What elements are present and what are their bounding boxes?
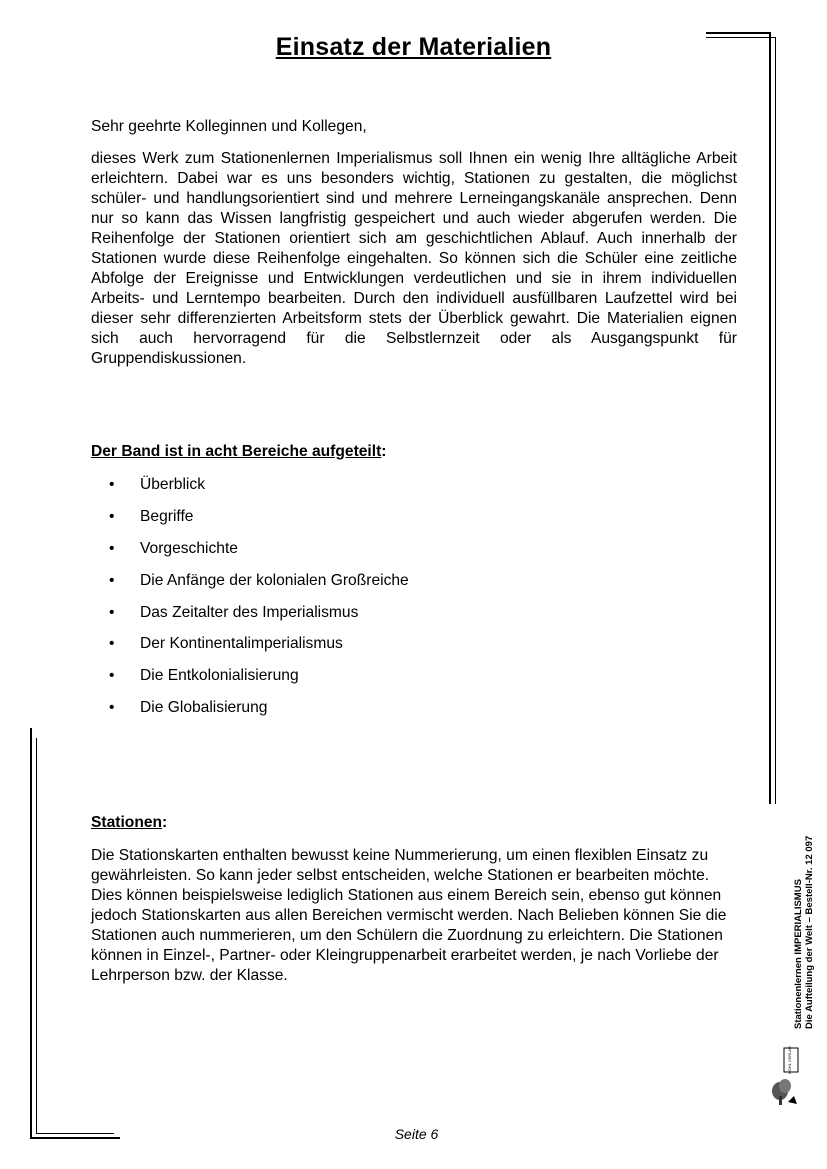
- sections-heading: [91, 443, 387, 461]
- sections-heading-colon: :: [381, 443, 387, 460]
- bullet: •: [109, 635, 115, 653]
- publisher-logo: [770, 1036, 800, 1106]
- list-item: [91, 474, 409, 506]
- page-number: Seite 6: [394, 1126, 439, 1142]
- list-item: [91, 506, 409, 538]
- greeting: Sehr geehrte Kolleginnen und Kollegen,: [91, 118, 367, 135]
- list-item: [91, 697, 409, 729]
- list-item: [91, 633, 409, 665]
- logo-figure: [788, 1096, 797, 1104]
- list-item-label: Die Globalisierung: [140, 699, 268, 717]
- list-item: [91, 538, 409, 570]
- bullet: •: [109, 603, 115, 621]
- bullet: •: [109, 571, 115, 589]
- list-item: [91, 570, 409, 602]
- bullet: •: [109, 476, 115, 493]
- bullet: •: [109, 507, 115, 525]
- list-item-label: Die Anfänge der kolonialen Großreiche: [140, 571, 409, 589]
- list-item-label: Überblick: [140, 476, 205, 493]
- intro-paragraph: dieses Werk zum Stationenlernen Imperialismus soll Ihnen ein wenig Ihre alltägliche Arbeit erleichtern. Dabei war es uns besonders wichtig, Stationen zu gestalten, die möglichst schüler- und handlungsorientiert sind und mehrere Lerneingangskanäle ansprechen. Denn nur so kann das Wissen langfristig gespeichert und auch wieder abgerufen werden. Die Reihenfolge der Stationen orientiert sich am geschichtlichen Ablauf. Auch innerhalb der Stationen wurde diese Reihenfolge eingehalten. So können sich die Schüler eine zeitliche Abfolge der Ereignisse und Entwicklungen verdeutlichen und sie in ihrem individuellen Arbeits- und Lerntempo bearbeiten. Durch den individuell ausfüllbaren Laufzettel wird bei dieser sehr differenzierten Arbeitsform stets der Überblick gewahrt. Die Materialien eignen sich auch hervorragend für die Selbstlernzeit oder als Ausgangspunkt für Gruppendiskussionen.: [91, 150, 737, 367]
- list-item-label: Vorgeschichte: [140, 539, 238, 557]
- logo-text: KOHL VERLAG: [787, 1045, 792, 1075]
- list-item-label: Die Entkolonialisierung: [140, 667, 299, 685]
- frame-right-line-1: [769, 32, 771, 804]
- side-imprint: [793, 836, 815, 1029]
- page-title: Einsatz der Materialien: [275, 33, 552, 61]
- bullet: •: [109, 699, 115, 717]
- bullet: •: [109, 539, 115, 557]
- list-item-label: Begriffe: [140, 507, 194, 525]
- stations-heading: [91, 814, 167, 832]
- logo-tree-crown-2: [779, 1079, 791, 1093]
- stations-heading-colon: :: [162, 814, 168, 831]
- stations-heading-text: Stationen: [91, 814, 163, 831]
- sections-heading-text: Der Band ist in acht Bereiche aufgeteilt: [91, 443, 382, 460]
- frame-left-line-1: [30, 728, 32, 1139]
- frame-right-line-2: [775, 37, 776, 804]
- logo-tree-trunk: [779, 1096, 782, 1105]
- side-imprint-line-1: Stationenlernen IMPERIALISMUS: [793, 879, 804, 1029]
- list-item-label: Der Kontinentalimperialismus: [140, 635, 343, 653]
- list-item-label: Das Zeitalter des Imperialismus: [140, 603, 359, 621]
- sections-list: [91, 474, 409, 729]
- stations-paragraph: Die Stationskarten enthalten bewusst keine Nummerierung, um einen flexiblen Einsatz zu gewährleisten. So kann jeder selbst entscheiden, welche Stationen er bearbeiten möchte. Dies können beispielsweise lediglich Stationen aus einem Bereich sein, ebenso gut können jedoch Stationskarten aus allen Bereichen vermischt werden. Nach Belieben können Sie die Stationen auch nummerieren, um den Schülern die Zuordnung zu erleichtern. Die Stationen können in Einzel-, Partner- oder Kleingruppenarbeit erarbeitet werden, je nach Vorliebe der Lehrperson bzw. der Klasse.: [91, 847, 727, 984]
- side-imprint-line-2: Die Aufteilung der Welt – Bestell-Nr. 12 097: [804, 835, 815, 1029]
- list-item: [91, 665, 409, 697]
- frame-left-line-2: [36, 738, 37, 1134]
- bullet: •: [109, 667, 115, 685]
- list-item: [91, 602, 409, 634]
